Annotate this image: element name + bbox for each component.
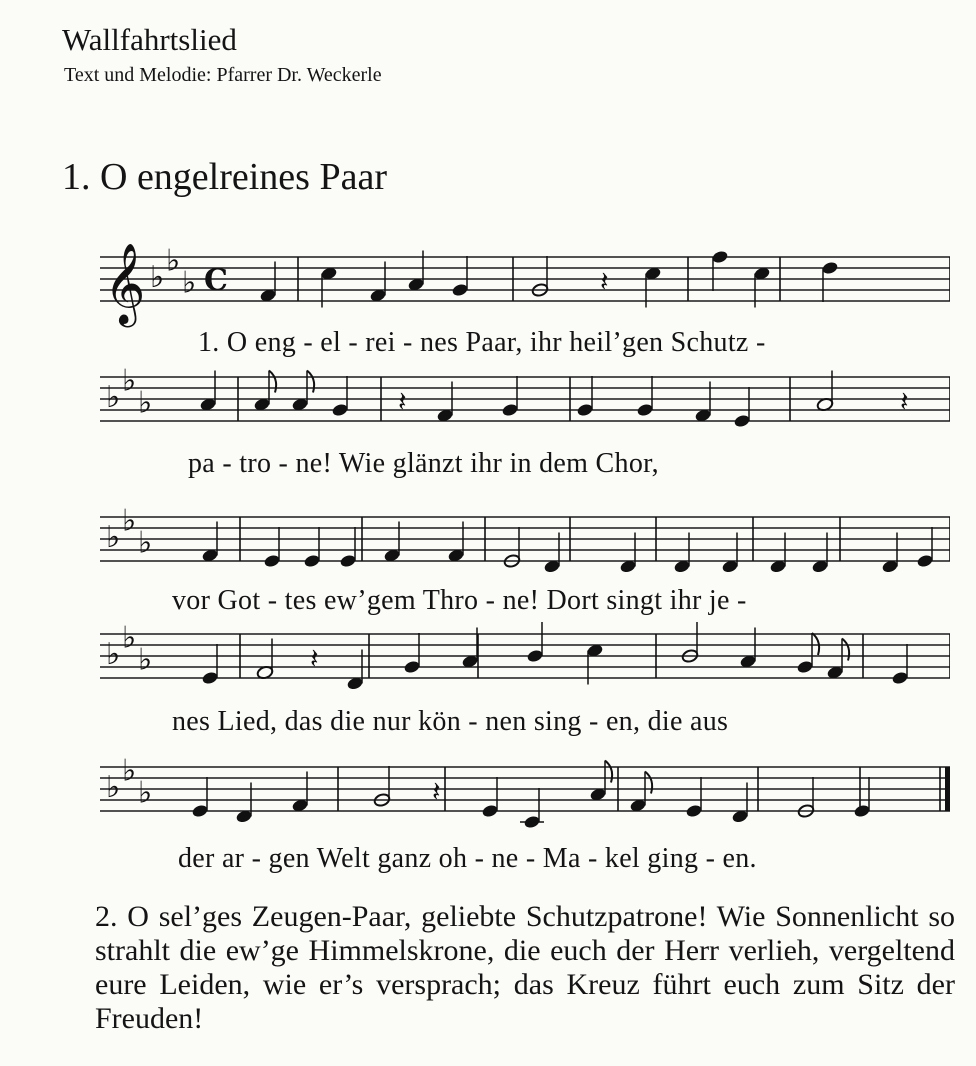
music-system-4 — [100, 612, 950, 762]
note-head — [733, 414, 751, 429]
note-head — [821, 261, 839, 276]
flat-icon: ♭ — [166, 243, 181, 279]
flat-icon: ♭ — [138, 525, 153, 561]
note-head — [526, 649, 544, 664]
flat-icon: ♭ — [106, 770, 121, 805]
flat-icon: ♭ — [182, 265, 197, 301]
music-system-2 — [100, 355, 950, 505]
note-flag — [269, 371, 276, 393]
note-head — [451, 283, 469, 298]
flat-icon: ♭ — [138, 385, 153, 421]
time-signature-icon: C — [204, 263, 228, 298]
note-head — [339, 554, 357, 569]
verse-2: 2. O sel’ges Zeugen-Paar, geliebte Schutzpatrone! Wie Sonnenlicht so strahlt die ew’ge Himmelskrone, die euch der Herr verlieh, vergeltend eure Leiden, wie er’s versprach; das Kreuz führt euch zum Sitz der Freuden! — [95, 900, 955, 1035]
note-head — [331, 403, 349, 418]
note-flag — [645, 772, 652, 794]
note-head — [201, 671, 219, 686]
final-bar-line — [945, 767, 950, 811]
note-head — [303, 554, 321, 569]
flat-icon: ♭ — [122, 753, 137, 789]
note-head — [636, 403, 654, 418]
flat-icon: ♭ — [138, 642, 153, 678]
flat-icon: ♭ — [106, 637, 121, 672]
flat-icon: ♭ — [150, 260, 165, 295]
note-head — [796, 660, 814, 675]
note-head — [481, 804, 499, 819]
note-head — [576, 403, 594, 418]
flat-icon: ♭ — [122, 620, 137, 656]
staff-4 — [100, 612, 950, 707]
note-head — [501, 403, 519, 418]
staff-2 — [100, 355, 950, 450]
rest-icon: 𝄽 — [600, 265, 609, 298]
note-flag — [842, 639, 849, 661]
treble-clef-icon: 𝄞 — [104, 242, 146, 324]
song-heading: 1. O engelreines Paar — [62, 156, 387, 198]
music-system-5 — [100, 745, 950, 895]
staff-1 — [100, 235, 950, 330]
note-flag — [307, 371, 314, 393]
staff-5 — [100, 745, 950, 840]
flat-icon: ♭ — [122, 503, 137, 539]
flat-icon: ♭ — [106, 520, 121, 555]
flat-icon: ♭ — [138, 775, 153, 811]
note-head — [853, 804, 871, 819]
note-flag — [605, 761, 612, 783]
note-head — [916, 554, 934, 569]
lyrics-line-5: der ar - gen Welt ganz oh - ne - Ma - kel ging - en. — [178, 843, 757, 874]
lyrics-line-1: 1. O eng - el - rei - nes Paar, ihr heil’gen Schutz - — [198, 327, 766, 358]
page-title: Wallfahrtslied — [62, 22, 237, 57]
staff-3 — [100, 495, 950, 590]
lyrics-line-2: pa - tro - ne! Wie glänzt ihr in dem Chor, — [188, 448, 659, 479]
flat-icon: ♭ — [106, 380, 121, 415]
lyrics-line-4: nes Lied, das die nur kön - nen sing - en, die aus — [172, 706, 729, 737]
rest-icon: 𝄽 — [310, 642, 319, 675]
note-head — [891, 671, 909, 686]
note-head — [263, 554, 281, 569]
lyrics-line-3: vor Got - tes ew’gem Thro - ne! Dort singt ihr je - — [172, 585, 747, 616]
rest-icon: 𝄽 — [398, 385, 407, 418]
note-head — [403, 660, 421, 675]
page-subtitle: Text und Melodie: Pfarrer Dr. Weckerle — [64, 64, 382, 86]
note-flag — [812, 633, 819, 655]
flat-icon: ♭ — [122, 363, 137, 399]
note-head — [711, 250, 729, 265]
rest-icon: 𝄽 — [432, 775, 441, 808]
rest-icon: 𝄽 — [900, 385, 909, 418]
note-head — [191, 804, 209, 819]
note-head — [685, 804, 703, 819]
